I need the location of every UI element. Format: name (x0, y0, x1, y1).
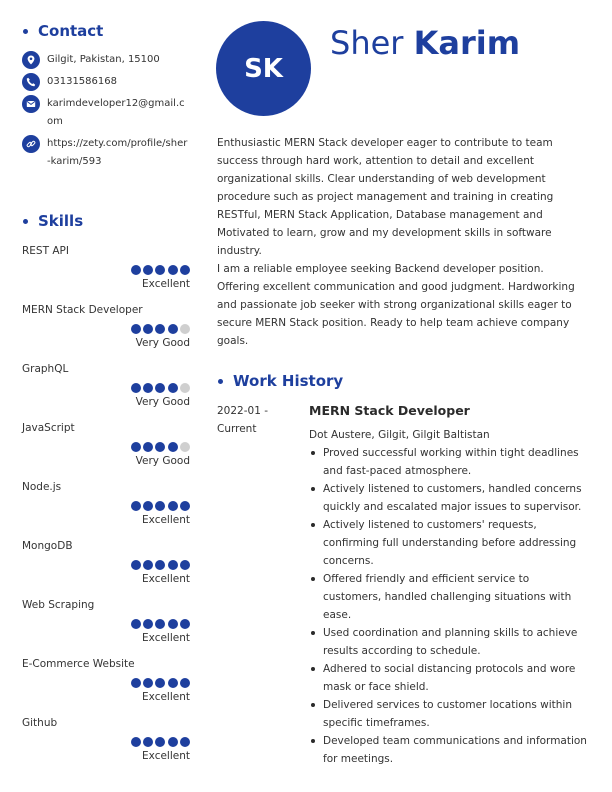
skill-name: Web Scraping (22, 599, 95, 611)
rating-dot-filled (168, 678, 178, 688)
skill-level: Excellent (142, 691, 190, 703)
skill-level: Excellent (142, 278, 190, 290)
skill-item (22, 363, 190, 413)
rating-dot-filled (143, 560, 153, 570)
rating-dot-filled (143, 737, 153, 747)
skill-name: JavaScript (22, 422, 75, 434)
rating-dot-filled (180, 501, 190, 511)
skill-name: Node.js (22, 481, 62, 493)
rating-dot-filled (180, 560, 190, 570)
rating-dot-filled (168, 265, 178, 275)
avatar: SK (216, 21, 311, 116)
rating-dot-filled (143, 324, 153, 334)
job-bullet: Delivered services to customer locations within specific timeframes. (309, 696, 587, 732)
heading-bullet (23, 29, 28, 34)
rating-dot-empty (180, 383, 190, 393)
rating-dot-filled (155, 324, 165, 334)
rating-dot-filled (168, 324, 178, 334)
skill-item (22, 304, 190, 354)
skill-rating (129, 619, 190, 629)
rating-dot-filled (131, 324, 141, 334)
location-pin-icon (22, 51, 40, 69)
rating-dot-filled (168, 383, 178, 393)
contact-address: Gilgit, Pakistan, 15100 (22, 51, 190, 69)
skill-name: Github (22, 717, 58, 729)
rating-dot-filled (168, 560, 178, 570)
skill-level: Very Good (135, 455, 190, 467)
job-company: Dot Austere, Gilgit, Gilgit Baltistan (309, 429, 490, 441)
skill-name: REST API (22, 245, 69, 257)
rating-dot-filled (155, 265, 165, 275)
last-name: Karim (413, 24, 521, 62)
job-date-end: Current (217, 423, 257, 435)
job-bullet: Developed team communications and information for meetings. (309, 732, 587, 768)
rating-dot-filled (143, 678, 153, 688)
rating-dot-filled (168, 737, 178, 747)
candidate-name (330, 24, 520, 62)
rating-dot-filled (180, 737, 190, 747)
rating-dot-filled (143, 383, 153, 393)
skill-level: Excellent (142, 573, 190, 585)
skill-item (22, 717, 190, 767)
rating-dot-filled (131, 383, 141, 393)
skill-rating (129, 560, 190, 570)
job-title: MERN Stack Developer (309, 403, 470, 418)
link-icon (22, 135, 40, 153)
skills-section (22, 210, 190, 762)
rating-dot-filled (155, 501, 165, 511)
rating-dot-filled (155, 383, 165, 393)
rating-dot-filled (168, 501, 178, 511)
rating-dot-filled (131, 560, 141, 570)
professional-summary (217, 134, 577, 350)
rating-dot-filled (168, 442, 178, 452)
rating-dot-filled (180, 265, 190, 275)
skill-level: Excellent (142, 632, 190, 644)
summary-paragraph: Enthusiastic MERN Stack developer eager to contribute to team success through hard work, attention to detail and excellent organizational skills. Clear understanding of web development procedure such as project management and training in creating RESTful, MERN Stack Application, Database management and Motivated to learn, grow and my development skills in software industry. (217, 137, 554, 257)
skill-level: Excellent (142, 750, 190, 762)
rating-dot-filled (131, 442, 141, 452)
contact-profile-link[interactable]: https://zety.com/profile/sher-karim/593 (22, 135, 190, 171)
summary-paragraph: I am a reliable employee seeking Backend developer position. Offering excellent communication and good judgment. Hardworking and passionate job seeker with strong organizational skills eager to secure MERN Stack position. Ready to help team achieve company goals. (217, 263, 575, 347)
skill-item (22, 658, 190, 708)
contact-email[interactable]: karimdeveloper12@gmail.com (22, 95, 190, 131)
skill-rating (129, 501, 190, 511)
skill-name: MongoDB (22, 540, 73, 552)
heading-bullet (218, 379, 223, 384)
rating-dot-filled (131, 678, 141, 688)
skill-item (22, 481, 190, 531)
contact-list (22, 51, 190, 171)
skill-rating (129, 324, 190, 334)
rating-dot-filled (180, 619, 190, 629)
work-history-heading: Work History (217, 370, 343, 392)
rating-dot-filled (155, 560, 165, 570)
rating-dot-filled (131, 501, 141, 511)
skill-rating (129, 383, 190, 393)
skill-rating (129, 442, 190, 452)
skill-name: MERN Stack Developer (22, 304, 143, 316)
skill-item (22, 245, 190, 295)
skill-name: E-Commerce Website (22, 658, 135, 670)
job-bullet: Proved successful working within tight deadlines and fast-paced atmosphere. (309, 444, 587, 480)
email-icon (22, 95, 40, 113)
contact-heading: Contact (22, 20, 190, 42)
heading-bullet (23, 219, 28, 224)
skill-rating (129, 737, 190, 747)
rating-dot-filled (155, 678, 165, 688)
job-bullet-list (309, 444, 587, 768)
rating-dot-filled (155, 442, 165, 452)
skill-level: Very Good (135, 396, 190, 408)
contact-section (22, 20, 190, 175)
phone-icon (22, 73, 40, 91)
skill-rating (129, 678, 190, 688)
rating-dot-filled (143, 265, 153, 275)
rating-dot-filled (143, 442, 153, 452)
job-bullet: Offered friendly and efficient service to customers, handled challenging situations with ease. (309, 570, 587, 624)
rating-dot-filled (131, 619, 141, 629)
job-entry (309, 401, 587, 768)
job-bullet: Actively listened to customers, handled concerns quickly and escalated major issues to supervisor. (309, 480, 587, 516)
skill-item (22, 599, 190, 649)
rating-dot-filled (131, 737, 141, 747)
contact-phone: 03131586168 (22, 73, 190, 91)
skill-item (22, 422, 190, 472)
rating-dot-filled (143, 619, 153, 629)
skill-name: GraphQL (22, 363, 69, 375)
skills-heading: Skills (22, 210, 190, 232)
job-bullet: Used coordination and planning skills to achieve results according to schedule. (309, 624, 587, 660)
rating-dot-filled (155, 737, 165, 747)
skill-level: Very Good (135, 337, 190, 349)
rating-dot-empty (180, 324, 190, 334)
skill-rating (129, 265, 190, 275)
rating-dot-filled (180, 678, 190, 688)
rating-dot-filled (168, 619, 178, 629)
rating-dot-filled (155, 619, 165, 629)
first-name: Sher (330, 24, 404, 62)
skill-item (22, 540, 190, 590)
rating-dot-empty (180, 442, 190, 452)
rating-dot-filled (131, 265, 141, 275)
rating-dot-filled (143, 501, 153, 511)
job-dates (217, 402, 297, 438)
skill-level: Excellent (142, 514, 190, 526)
job-bullet: Adhered to social distancing protocols and wore mask or face shield. (309, 660, 587, 696)
job-date-start: 2022-01 - (217, 405, 268, 417)
job-bullet: Actively listened to customers' requests, confirming full understanding before addressing concerns. (309, 516, 587, 570)
